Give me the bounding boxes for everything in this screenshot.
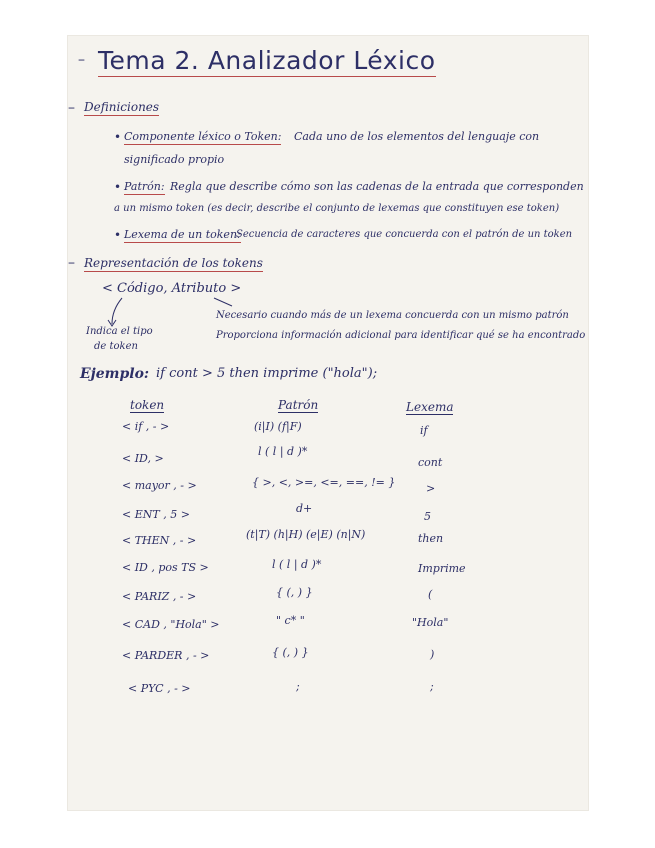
definition-text: Regla que describe cómo son las cadenas de la entrada que corresponden — [170, 180, 584, 193]
cell-token: < ENT , 5 > — [122, 508, 190, 521]
cell-patron: { (, ) } — [276, 586, 313, 599]
note-right-line: Necesario cuando más de un lexema concuerda con un mismo patrón — [216, 310, 569, 321]
cell-lexema: cont — [418, 456, 443, 469]
cell-lexema: 5 — [424, 510, 431, 523]
cell-token: < CAD , "Hola" > — [122, 618, 220, 631]
cell-token: < PARIZ , - > — [122, 590, 197, 603]
cell-lexema: ; — [430, 680, 434, 693]
section-heading-definiciones: Definiciones — [84, 100, 160, 114]
section-dash: – — [68, 100, 75, 116]
bullet: • — [114, 180, 122, 194]
cell-token: < ID, > — [122, 452, 164, 465]
section-heading-representacion: Representación de los tokens — [84, 256, 263, 270]
definition-text: Cada uno de los elementos del lenguaje con — [294, 130, 540, 143]
example-code: if cont > 5 then imprime ("hola"); — [156, 366, 378, 381]
note-left-line: de token — [94, 341, 138, 352]
cell-patron: l ( l | d )* — [272, 558, 322, 571]
cell-lexema: ) — [430, 648, 435, 661]
bullet: • — [114, 228, 122, 242]
bullet: • — [114, 130, 122, 144]
cell-lexema: "Hola" — [412, 616, 449, 629]
cell-token: < ID , pos TS > — [122, 561, 209, 574]
column-header-patron: Patrón — [278, 398, 319, 412]
notebook-page — [68, 36, 588, 810]
token-formula: < Código, Atributo > — [102, 281, 242, 296]
definition-text: Secuencia de caracteres que concuerda con el patrón de un token — [236, 229, 573, 240]
cell-token: < PYC , - > — [128, 682, 191, 695]
cell-lexema: ( — [428, 588, 433, 601]
cell-patron: (t|T) (h|H) (e|E) (n|N) — [246, 528, 366, 541]
cell-lexema: then — [418, 532, 444, 545]
cell-token: < if , - > — [122, 420, 170, 433]
cell-patron: { >, <, >=, <=, ==, != } — [252, 476, 396, 489]
example-label: Ejemplo: — [80, 366, 150, 382]
note-left-line: Indica el tipo — [86, 326, 153, 337]
cell-patron: { (, ) } — [272, 646, 309, 659]
title-dash: – — [78, 52, 85, 68]
cell-token: < THEN , - > — [122, 534, 197, 547]
cell-lexema: > — [426, 482, 436, 495]
column-header-lexema: Lexema — [406, 400, 454, 414]
cell-patron: ; — [296, 680, 300, 693]
definition-text: significado propio — [124, 153, 225, 166]
definition-term-lexema: Lexema de un token: — [124, 228, 241, 241]
column-header-token: token — [130, 398, 165, 412]
cell-lexema: Imprime — [418, 562, 466, 575]
cell-token: < mayor , - > — [122, 479, 197, 492]
definition-term-patron: Patrón: — [124, 180, 165, 193]
cell-lexema: if — [420, 424, 428, 437]
note-right-line: Proporciona información adicional para identificar qué se ha encontrado — [216, 330, 586, 341]
cell-patron: (i|I) (f|F) — [254, 420, 302, 433]
cell-patron: " c* " — [276, 614, 305, 627]
cell-patron: l ( l | d )* — [258, 445, 308, 458]
definition-term-token: Componente léxico o Token: — [124, 130, 282, 143]
page-title: Tema 2. Analizador Léxico — [98, 46, 436, 75]
definition-text: a un mismo token (es decir, describe el conjunto de lexemas que constituyen ese token) — [114, 203, 560, 214]
cell-token: < PARDER , - > — [122, 649, 210, 662]
section-dash: – — [68, 255, 75, 271]
cell-patron: d+ — [296, 502, 313, 515]
